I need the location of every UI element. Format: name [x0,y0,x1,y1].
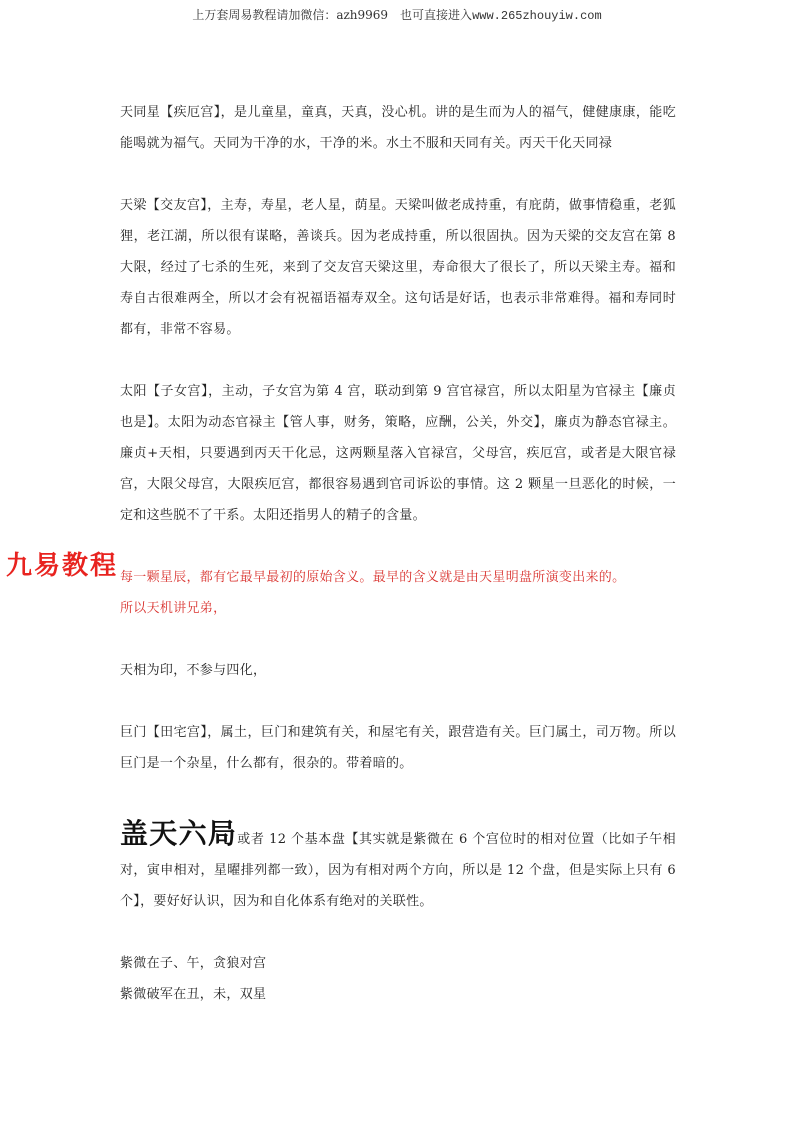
paragraph-tiantong: 天同星【疾厄宫】，是儿童星，童真，天真，没心机。讲的是生而为人的福气，健健康康，能吃能喝就为福气。天同为干净的水，干净的米。水土不服和天同有关。丙天干化天同禄 [120,105,676,151]
paragraph-gaitian [120,818,676,917]
section-heading: 盖天六局 [120,817,238,850]
paragraph-tianliang: 天梁【交友宫】，主寿，寿星，老人星，荫星。天梁叫做老成持重，有庇荫，做事情稳重，老狐狸，老江湖，所以很有谋略，善谈兵。因为老成持重，所以很固执。因为天梁的交友宫在第 8 大限，经过了七杀的生死，来到了交友宫天梁这里，寿命很大了很长了，所以天梁主寿。福和寿自古很难两全，所以才会有祝福语福寿双全。这句话是好话，也表示非常难得。福和寿同时都有，非常不容易。 [120,198,676,337]
document-body [120,97,676,1010]
header-text: 上万套周易教程请加微信：azh9969 也可直接进入 [192,8,473,22]
paragraph-gap [120,917,676,948]
page-header [0,6,794,23]
paragraph-gap [120,531,676,562]
list-line-ziwei-2: 紫微破军在丑，未，双星 [120,987,267,1002]
paragraph-gap [120,779,676,810]
header-url[interactable]: www.265zhouyiw.com [472,9,602,23]
paragraph-gap [120,624,676,655]
watermark-logo: 九易教程 [6,551,119,581]
paragraph-gaitian-text: 或者 12 个基本盘【其实就是紫微在 6 个宫位时的相对位置（比如子午相对，寅申相对，星曜排列都一致），因为有相对两个方向，所以是 12 个盘，但是实际上只有 6 个】，要好好认识，因为和自化体系有绝对的关联性。 [120,832,676,909]
paragraph-tianxiang: 天相为印，不参与四化， [120,663,267,678]
paragraph-gap [120,686,676,717]
paragraph-gap [120,159,676,190]
highlighted-note-line-2: 所以天机讲兄弟， [120,601,227,616]
paragraph-taiyang: 太阳【子女宫】，主动，子女宫为第 4 宫，联动到第 9 宫官禄宫，所以太阳星为官禄主【廉贞也是】。太阳为动态官禄主【管人事，财务，策略，应酬，公关，外交】，廉贞为静态官禄主。廉贞+天相，只要遇到丙天干化忌，这两颗星落入官禄宫，父母宫，疾厄宫，或者是大限官禄宫，大限父母宫，大限疾厄宫，都很容易遇到官司诉讼的事情。这 2 颗星一旦恶化的时候，一定和这些脱不了干系。太阳还指男人的精子的含量。 [120,384,676,523]
list-line-ziwei-1: 紫微在子、午，贪狼对宫 [120,956,267,971]
highlighted-note-line-1: 每一颗星辰，都有它最早最初的原始含义。最早的含义就是由天星明盘所演变出来的。 [120,570,626,585]
paragraph-gap [120,345,676,376]
paragraph-jumen: 巨门【田宅宫】，属土，巨门和建筑有关，和屋宅有关，跟营造有关。巨门属土，司万物。所以巨门是一个杂星，什么都有，很杂的。带着暗的。 [120,725,676,771]
